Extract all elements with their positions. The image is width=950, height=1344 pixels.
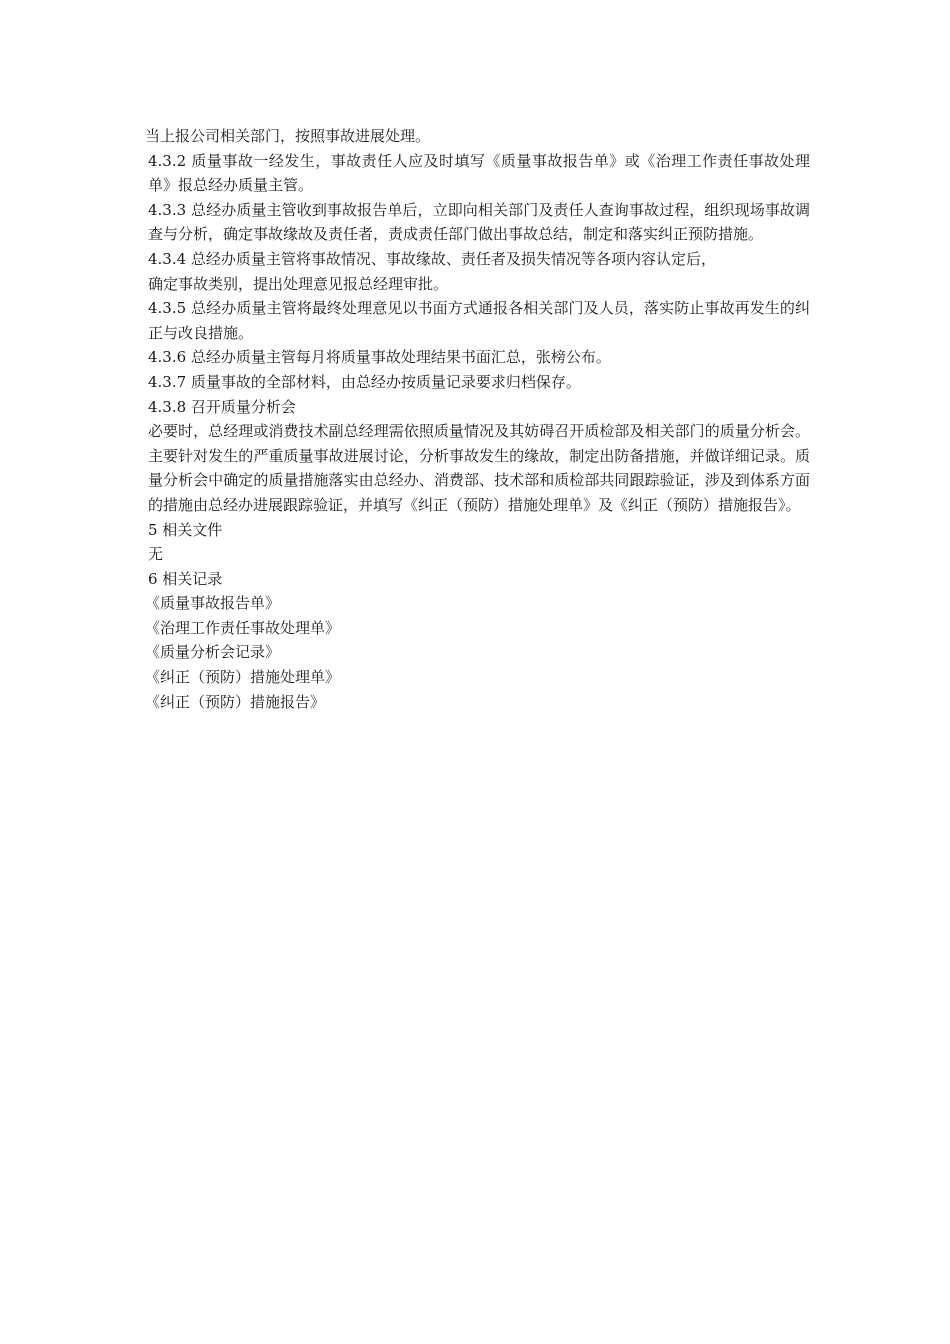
record-item: 《纠正（预防）措施报告》 <box>145 692 326 711</box>
record-item: 《质量分析会记录》 <box>145 643 281 662</box>
paragraph-4-3-4: 4.3.4 总经办质量主管将事故情况、事故缘故、责任者及损失情况等各项内容认定后， <box>148 249 716 268</box>
heading-related-records: 6 相关记录 <box>148 569 223 588</box>
record-item: 《质量事故报告单》 <box>145 594 281 613</box>
paragraph-4-3-4-cont: 确定事故类别，提出处理意见报总经理审批。 <box>148 274 449 293</box>
heading-4-3-8: 4.3.8 召开质量分析会 <box>148 397 296 416</box>
paragraph-4-3-2: 4.3.2 质量事故一经发生，事故责任人应及时填写《质量事故报告单》或《治理工作责任事故处理单》报总经办质量主管。 <box>148 151 810 195</box>
heading-related-documents: 5 相关文件 <box>148 520 223 539</box>
record-item: 《纠正（预防）措施处理单》 <box>145 668 341 687</box>
related-documents-none: 无 <box>148 545 164 564</box>
document-body <box>145 124 810 714</box>
paragraph-4-3-8-body: 必要时，总经理或消费技术副总经理需依照质量情况及其妨碍召开质检部及相关部门的质量分析会。主要针对发生的严重质量事故进展讨论，分析事故发生的缘故，制定出防备措施，并做详细记录。质量分析会中确定的质量措施落实由总经办、消费部、技术部和质检部共同跟踪验证，涉及到体系方面的措施由总经办进展跟踪验证，并填写《纠正（预防）措施处理单》及《纠正（预防）措施报告》。 <box>148 422 810 514</box>
paragraph-continuation: 当上报公司相关部门，按照事故进展处理。 <box>145 127 431 145</box>
paragraph-4-3-7: 4.3.7 质量事故的全部材料，由总经办按质量记录要求归档保存。 <box>148 372 581 391</box>
paragraph-4-3-3: 4.3.3 总经办质量主管收到事故报告单后，立即向相关部门及责任人查询事故过程，组织现场事故调查与分析，确定事故缘故及责任者，责成责任部门做出事故总结，制定和落实纠正预防措施。 <box>148 200 810 244</box>
paragraph-4-3-6: 4.3.6 总经办质量主管每月将质量事故处理结果书面汇总，张榜公布。 <box>148 348 611 367</box>
record-item: 《治理工作责任事故处理单》 <box>145 618 341 637</box>
paragraph-4-3-5: 4.3.5 总经办质量主管将最终处理意见以书面方式通报各相关部门及人员，落实防止事故再发生的纠正与改良措施。 <box>148 299 810 342</box>
